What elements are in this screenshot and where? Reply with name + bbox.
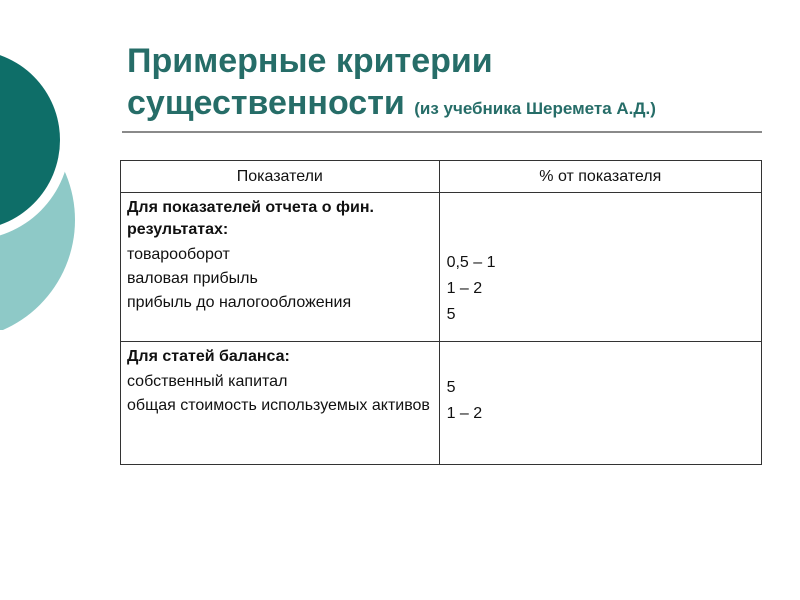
list-item: валовая прибыль <box>127 270 258 287</box>
header-indicators: Показатели <box>121 161 440 193</box>
value-item: 0,5 – 1 <box>446 254 496 271</box>
values-cell <box>439 342 761 465</box>
list-item: собственный капитал <box>127 373 288 390</box>
title-line-1: Примерные критерии <box>127 42 493 80</box>
decorative-circles <box>0 0 100 330</box>
indicators-cell <box>121 193 440 342</box>
group-label: Для показателей отчета о фин. результатах: <box>127 199 374 238</box>
list-item: товарооборот <box>127 246 230 263</box>
value-item: 5 <box>446 306 456 323</box>
group-label: Для статей баланса: <box>127 348 290 365</box>
header-percent: % от показателя <box>439 161 761 193</box>
table-header-row <box>121 161 762 193</box>
value-item: 1 – 2 <box>446 280 483 297</box>
values-cell <box>439 193 761 342</box>
table-row <box>121 342 762 465</box>
indicators-cell <box>121 342 440 465</box>
value-item: 1 – 2 <box>446 405 483 422</box>
title-divider <box>122 131 762 133</box>
value-item: 5 <box>446 379 456 396</box>
title-line-2 <box>127 82 767 130</box>
title-main: существенности <box>127 84 405 122</box>
slide-title <box>127 40 767 130</box>
table-row <box>121 193 762 342</box>
list-item: прибыль до налогообложения <box>127 294 352 311</box>
criteria-table <box>120 160 762 465</box>
title-note: (из учебника Шеремета А.Д.) <box>414 99 656 118</box>
list-item: общая стоимость используемых активов <box>127 397 430 414</box>
